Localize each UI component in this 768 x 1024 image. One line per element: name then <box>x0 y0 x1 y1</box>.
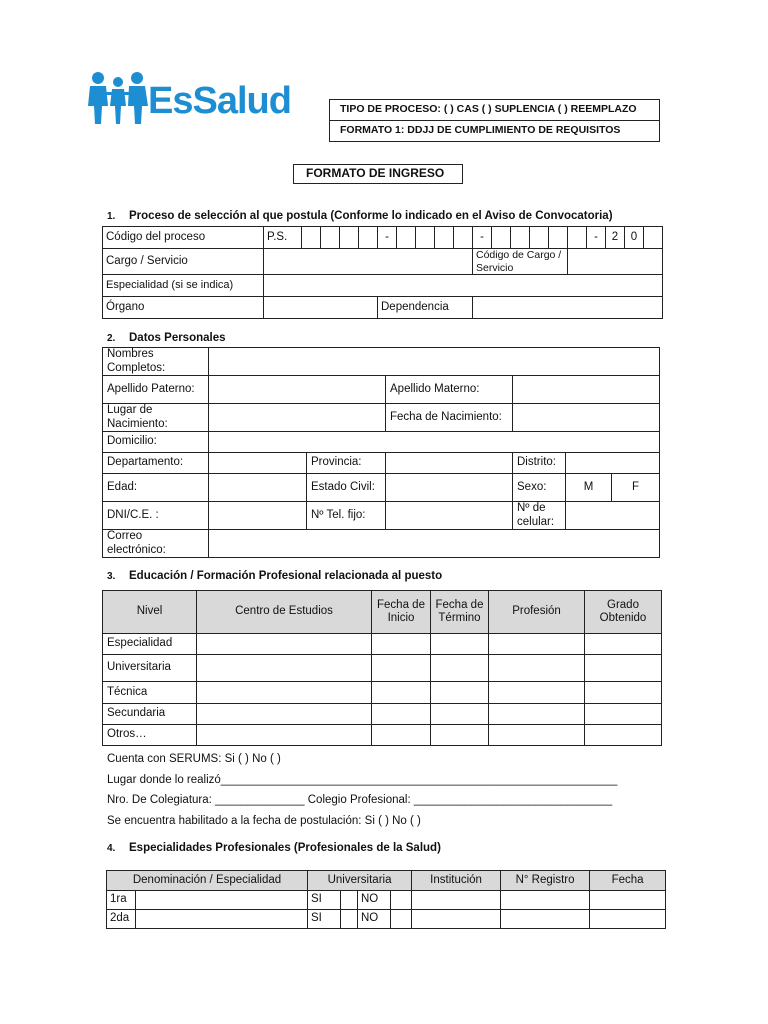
organo-label: Órgano <box>103 297 264 319</box>
si-label: SI <box>308 891 341 910</box>
col-denominacion: Denominación / Especialidad <box>107 871 308 891</box>
fecha-nacimiento-label: Fecha de Nacimiento: <box>386 404 513 432</box>
col-profesion: Profesión <box>489 591 585 634</box>
lugar-realizo-line[interactable]: Lugar donde lo realizó______________________________________________________________ <box>107 774 618 786</box>
education-cell[interactable] <box>372 655 431 682</box>
celular-field[interactable] <box>566 502 660 530</box>
fecha-field[interactable] <box>590 910 666 929</box>
education-cell[interactable] <box>585 725 662 746</box>
codigo-cargo-label: Código de Cargo / Servicio <box>473 249 568 275</box>
departamento-label: Departamento: <box>103 453 209 474</box>
dependencia-label: Dependencia <box>378 297 473 319</box>
education-cell[interactable] <box>489 725 585 746</box>
codigo-cell: - <box>473 227 492 249</box>
codigo-cell[interactable] <box>416 227 435 249</box>
education-cell[interactable] <box>197 634 372 655</box>
celular-label: Nº de celular: <box>513 502 566 530</box>
section1-title: 1. Proceso de selección al que postula (Conforme lo indicado en el Aviso de Convocatoria) <box>107 210 613 222</box>
codigo-cell: 2 <box>606 227 625 249</box>
si-checkbox[interactable] <box>341 891 358 910</box>
codigo-cell[interactable] <box>340 227 359 249</box>
apellido-paterno-field[interactable] <box>209 376 386 404</box>
page-title: FORMATO DE INGRESO <box>306 166 445 180</box>
section3-title: 3. Educación / Formación Profesional relacionada al puesto <box>107 570 443 582</box>
no-label: NO <box>358 891 391 910</box>
estado-civil-field[interactable] <box>386 474 513 502</box>
habilitado-line[interactable]: Se encuentra habilitado a la fecha de postulación: Si ( ) No ( ) <box>107 815 421 827</box>
fecha-field[interactable] <box>590 891 666 910</box>
codigo-cell[interactable] <box>359 227 378 249</box>
codigo-cell[interactable] <box>644 227 663 249</box>
education-cell[interactable] <box>585 682 662 704</box>
codigo-cell: 0 <box>625 227 644 249</box>
distrito-field[interactable] <box>566 453 660 474</box>
institucion-field[interactable] <box>412 910 501 929</box>
cargo-servicio-field[interactable] <box>264 249 473 275</box>
provincia-field[interactable] <box>386 453 513 474</box>
no-checkbox[interactable] <box>391 910 412 929</box>
departamento-field[interactable] <box>209 453 307 474</box>
sexo-label: Sexo: <box>513 474 566 502</box>
no-label: NO <box>358 910 391 929</box>
education-cell[interactable] <box>431 704 489 725</box>
codigo-cell: - <box>587 227 606 249</box>
cargo-servicio-label: Cargo / Servicio <box>103 249 264 275</box>
table-row-label: Técnica <box>103 682 197 704</box>
essalud-family-logo-icon <box>86 70 150 126</box>
formato-label: FORMATO 1: DDJJ DE CUMPLIMIENTO DE REQUISITOS <box>340 124 621 136</box>
row-label: 1ra <box>107 891 136 910</box>
codigo-cell[interactable] <box>435 227 454 249</box>
col-fecha-inicio: Fecha de Inicio <box>372 591 431 634</box>
dni-field[interactable] <box>209 502 307 530</box>
apellido-materno-label: Apellido Materno: <box>386 376 513 404</box>
section4-title: 4. Especialidades Profesionales (Profesionales de la Salud) <box>107 842 441 854</box>
organo-field[interactable] <box>264 297 378 319</box>
provincia-label: Provincia: <box>307 453 386 474</box>
education-cell[interactable] <box>585 634 662 655</box>
education-cell[interactable] <box>197 704 372 725</box>
education-cell[interactable] <box>431 655 489 682</box>
table-row-label: Secundaria <box>103 704 197 725</box>
correo-label: Correo electrónico: <box>103 530 209 558</box>
education-cell[interactable] <box>489 655 585 682</box>
education-cell[interactable] <box>372 704 431 725</box>
nombres-field[interactable] <box>209 348 660 376</box>
edad-field[interactable] <box>209 474 307 502</box>
codigo-cargo-field[interactable] <box>568 249 663 275</box>
education-cell[interactable] <box>372 725 431 746</box>
dni-label: DNI/C.E. : <box>103 502 209 530</box>
denominacion-field[interactable] <box>136 910 308 929</box>
col-centro-estudios: Centro de Estudios <box>197 591 372 634</box>
fecha-nacimiento-field[interactable] <box>513 404 660 432</box>
dependencia-field[interactable] <box>473 297 663 319</box>
col-nivel: Nivel <box>103 591 197 634</box>
domicilio-label: Domicilio: <box>103 432 209 453</box>
si-checkbox[interactable] <box>341 910 358 929</box>
codigo-cell[interactable] <box>454 227 473 249</box>
education-table <box>102 590 662 746</box>
specialties-table <box>106 870 666 929</box>
col-fecha: Fecha <box>590 871 666 891</box>
codigo-cell[interactable] <box>530 227 549 249</box>
codigo-proceso-label: Código del proceso <box>103 227 264 249</box>
lugar-nacimiento-label: Lugar de Nacimiento: <box>103 404 209 432</box>
col-grado-obtenido: Grado Obtenido <box>585 591 662 634</box>
education-cell[interactable] <box>585 655 662 682</box>
row-label: 2da <box>107 910 136 929</box>
serums-line[interactable]: Cuenta con SERUMS: Si ( ) No ( ) <box>107 753 281 765</box>
table-row-label: Universitaria <box>103 655 197 682</box>
education-cell[interactable] <box>431 725 489 746</box>
codigo-cell: - <box>378 227 397 249</box>
col-registro: N° Registro <box>501 871 590 891</box>
registro-field[interactable] <box>501 891 590 910</box>
logo-text: EsSalud <box>148 80 291 122</box>
apellido-materno-field[interactable] <box>513 376 660 404</box>
col-universitaria: Universitaria <box>308 871 412 891</box>
education-cell[interactable] <box>585 704 662 725</box>
education-cell[interactable] <box>489 682 585 704</box>
domicilio-field[interactable] <box>209 432 660 453</box>
especialidad-field[interactable] <box>264 275 663 297</box>
distrito-label: Distrito: <box>513 453 566 474</box>
tel-fijo-field[interactable] <box>386 502 513 530</box>
especialidad-label: Especialidad (si se indica) <box>103 275 264 297</box>
sexo-m-option[interactable]: M <box>566 474 612 502</box>
section1-table <box>102 226 663 319</box>
education-cell[interactable] <box>197 655 372 682</box>
education-cell[interactable] <box>431 634 489 655</box>
nombres-label: Nombres Completos: <box>103 348 209 376</box>
correo-field[interactable] <box>209 530 660 558</box>
no-checkbox[interactable] <box>391 891 412 910</box>
denominacion-field[interactable] <box>136 891 308 910</box>
tipo-proceso: TIPO DE PROCESO: ( ) CAS ( ) SUPLENCIA ( ) REEMPLAZO <box>340 103 637 115</box>
education-cell[interactable] <box>197 725 372 746</box>
tel-fijo-label: Nº Tel. fijo: <box>307 502 386 530</box>
education-cell[interactable] <box>431 682 489 704</box>
table-row-label: Especialidad <box>103 634 197 655</box>
lugar-nacimiento-field[interactable] <box>209 404 386 432</box>
education-cell[interactable] <box>197 682 372 704</box>
col-fecha-termino: Fecha de Término <box>431 591 489 634</box>
codigo-cell[interactable] <box>397 227 416 249</box>
codigo-cell[interactable] <box>492 227 511 249</box>
section2-table <box>102 347 660 558</box>
codigo-cell[interactable]: P.S. <box>264 227 302 249</box>
sexo-f-option[interactable]: F <box>612 474 660 502</box>
apellido-paterno-label: Apellido Paterno: <box>103 376 209 404</box>
institucion-field[interactable] <box>412 891 501 910</box>
si-label: SI <box>308 910 341 929</box>
section2-title: 2. Datos Personales <box>107 332 226 344</box>
edad-label: Edad: <box>103 474 209 502</box>
registro-field[interactable] <box>501 910 590 929</box>
education-cell[interactable] <box>489 634 585 655</box>
estado-civil-label: Estado Civil: <box>307 474 386 502</box>
table-row-label: Otros… <box>103 725 197 746</box>
codigo-cell[interactable] <box>568 227 587 249</box>
education-cell[interactable] <box>489 704 585 725</box>
education-cell[interactable] <box>372 682 431 704</box>
codigo-cell[interactable] <box>549 227 568 249</box>
education-cell[interactable] <box>372 634 431 655</box>
codigo-cell[interactable] <box>302 227 321 249</box>
col-institucion: Institución <box>412 871 501 891</box>
codigo-cell[interactable] <box>321 227 340 249</box>
codigo-cell[interactable] <box>511 227 530 249</box>
colegiatura-line[interactable]: Nro. De Colegiatura: ______________ Colegio Profesional: _______________________________ <box>107 794 613 806</box>
